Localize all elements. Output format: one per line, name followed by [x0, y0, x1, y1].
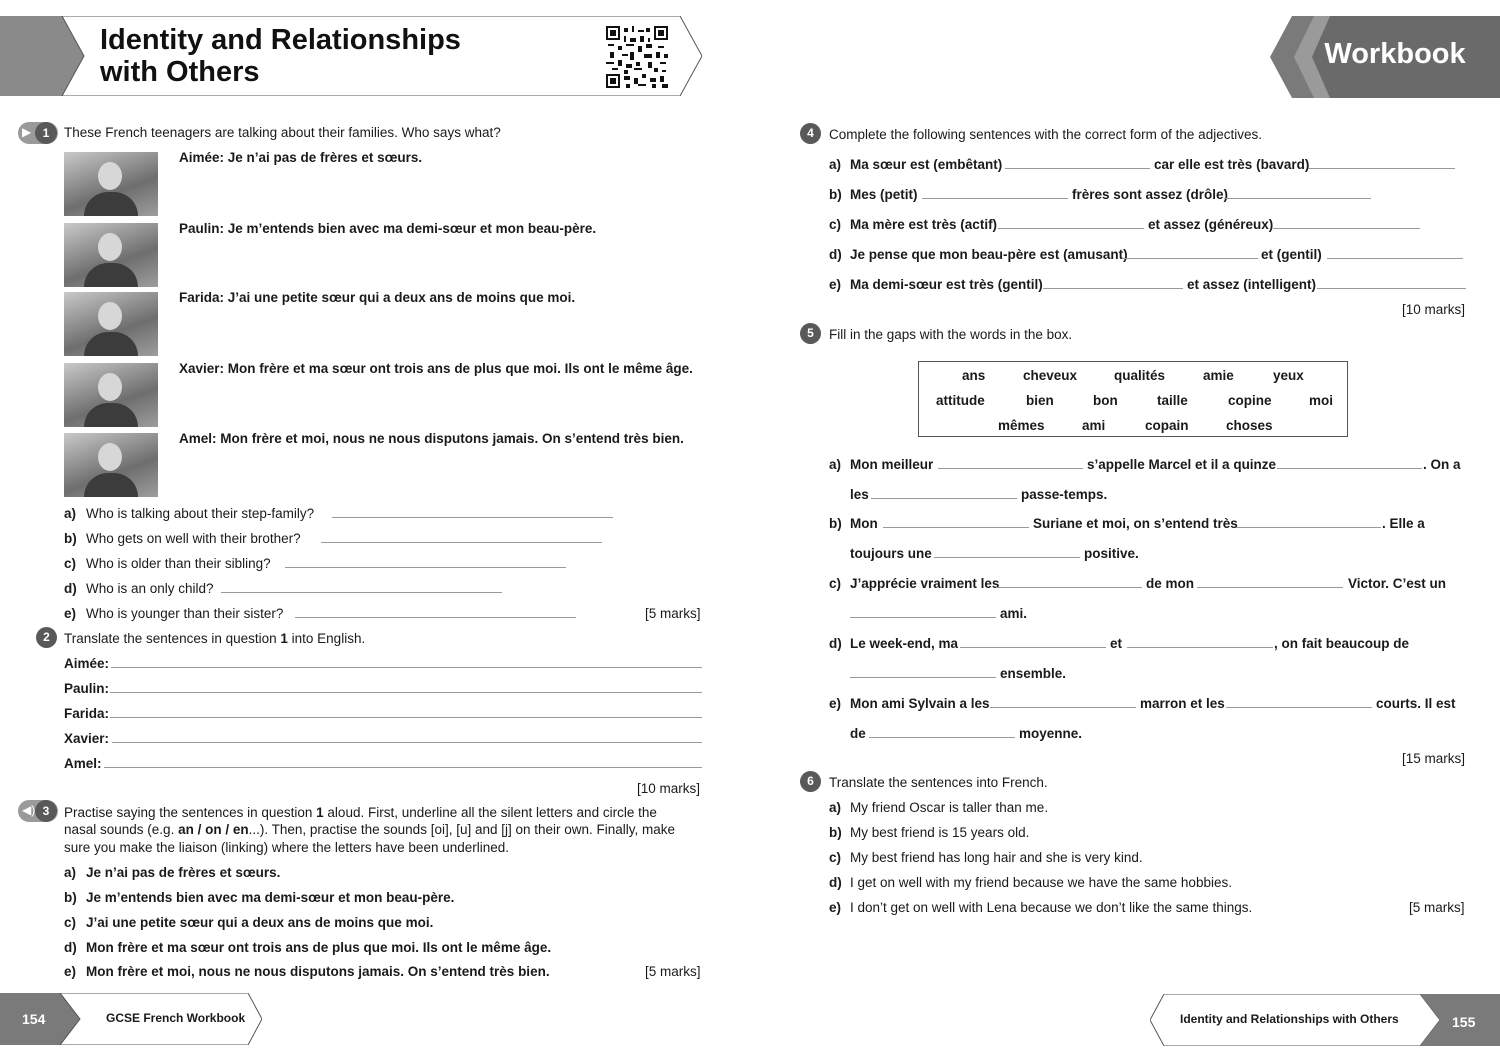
photo-paulin: [64, 223, 158, 287]
q3-instruction-line3: sure you make the liaison (linking) where the letters have been underlined.: [64, 840, 510, 855]
q5-text: Mon meilleur: [850, 457, 934, 472]
photo-aimee: [64, 152, 158, 216]
answer-line[interactable]: [1005, 168, 1150, 169]
answer-line[interactable]: [1122, 258, 1258, 259]
q1-question: Who is younger than their sister?: [86, 606, 284, 621]
q6-letter: e): [829, 900, 842, 915]
q5-text: et: [1110, 636, 1123, 651]
q5-text: ami.: [1000, 606, 1028, 621]
box-word: mêmes: [998, 418, 1045, 433]
answer-line[interactable]: [110, 692, 702, 693]
gap-line[interactable]: [883, 527, 1029, 528]
box-word: amie: [1203, 368, 1234, 383]
box-word: choses: [1226, 418, 1273, 433]
q4-text: Mes (petit): [850, 187, 918, 202]
box-word: copain: [1145, 418, 1189, 433]
q3-letter: b): [64, 890, 77, 905]
q1-letter: d): [64, 581, 77, 596]
q3-letter: e): [64, 964, 77, 979]
speaker-icon: ◀): [22, 803, 36, 817]
q4-marks: [10 marks]: [1402, 302, 1466, 317]
q1-letter: e): [64, 606, 77, 621]
q3-sentence: Mon frère et ma sœur ont trois ans de plus que moi. Ils ont le même âge.: [86, 940, 552, 955]
answer-line[interactable]: [998, 228, 1144, 229]
gap-line[interactable]: [1197, 587, 1343, 588]
answer-line[interactable]: [112, 742, 702, 743]
box-word: attitude: [936, 393, 985, 408]
q5-letter: a): [829, 457, 842, 472]
q2-name: Amel:: [64, 756, 102, 771]
play-icon: ▶: [22, 125, 32, 139]
q5-text: marron et les: [1140, 696, 1225, 711]
q5-text: s’appelle Marcel et il a quinze: [1087, 457, 1277, 472]
box-word: bien: [1026, 393, 1054, 408]
gap-line[interactable]: [1226, 707, 1372, 708]
q3-sentence: Je n’ai pas de frères et sœurs.: [86, 865, 281, 880]
q6-sentence: I get on well with my friend because we have the same hobbies.: [850, 875, 1232, 890]
play-audio-button[interactable]: [18, 122, 58, 144]
q6-letter: c): [829, 850, 842, 865]
gap-line[interactable]: [871, 498, 1017, 499]
gap-line[interactable]: [938, 468, 1083, 469]
speaker-xavier: Xavier: Mon frère et ma sœur ont trois ans de plus que moi. Ils ont le même âge.: [179, 361, 693, 376]
speaker-paulin: Paulin: Je m’entends bien avec ma demi-sœur et mon beau-père.: [179, 221, 597, 236]
answer-line[interactable]: [1327, 258, 1463, 259]
q3-letter: d): [64, 940, 77, 955]
box-word: cheveux: [1023, 368, 1078, 383]
q4-letter: a): [829, 157, 842, 172]
question-number: 3: [35, 800, 57, 822]
q1-question: Who is talking about their step-family?: [86, 506, 315, 521]
q5-text: Mon: [850, 516, 878, 531]
gap-line[interactable]: [1277, 468, 1422, 469]
q4-text: car elle est très (bavard): [1154, 157, 1310, 172]
q6-letter: b): [829, 825, 842, 840]
answer-line[interactable]: [1043, 288, 1183, 289]
question-number: 5: [800, 323, 821, 344]
box-word: qualités: [1114, 368, 1166, 383]
photo-amel: [64, 433, 158, 497]
q5-text: J’apprécie vraiment les: [850, 576, 1000, 591]
q4-text: Ma mère est très (actif): [850, 217, 998, 232]
gap-line[interactable]: [934, 557, 1080, 558]
box-word: yeux: [1273, 368, 1304, 383]
q5-text: Le week-end, ma: [850, 636, 959, 651]
page-number-left: 154: [22, 1011, 46, 1027]
box-word: taille: [1157, 393, 1188, 408]
q1-question: Who is an only child?: [86, 581, 214, 596]
speaker-aimee: Aimée: Je n’ai pas de frères et sœurs.: [179, 150, 423, 165]
q5-text: , on fait beaucoup de: [1274, 636, 1410, 651]
answer-line[interactable]: [332, 517, 613, 518]
question-number: 1: [35, 122, 57, 144]
q6-letter: a): [829, 800, 842, 815]
q5-text: moyenne.: [1019, 726, 1083, 741]
q6-sentence: My friend Oscar is taller than me.: [850, 800, 1049, 815]
box-word: moi: [1309, 393, 1334, 408]
footer-book-title: GCSE French Workbook: [106, 1011, 246, 1025]
gap-line[interactable]: [850, 617, 996, 618]
q5-text: positive.: [1084, 546, 1139, 561]
answer-line[interactable]: [321, 542, 602, 543]
answer-line[interactable]: [922, 198, 1068, 199]
photo-farida: [64, 292, 158, 356]
q4-text: frères sont assez (drôle): [1072, 187, 1229, 202]
q6-sentence: My best friend is 15 years old.: [850, 825, 1030, 840]
box-word: ans: [962, 368, 986, 383]
q5-text: Suriane et moi, on s’entend très: [1033, 516, 1238, 531]
answer-line[interactable]: [221, 592, 502, 593]
q5-text: passe-temps.: [1021, 487, 1108, 502]
gap-line[interactable]: [996, 587, 1142, 588]
answer-line[interactable]: [110, 717, 702, 718]
q5-text: . On a: [1423, 457, 1461, 472]
q3-instruction-line2: nasal sounds (e.g. an / on / en...). Then, practise the sounds [oi], [u] and [j] on their own. Finally, make: [64, 822, 676, 837]
q6-letter: d): [829, 875, 842, 890]
photo-xavier: [64, 363, 158, 427]
q5-text: courts. Il est: [1376, 696, 1456, 711]
question-number: 6: [800, 771, 821, 792]
q3-sentence: Mon frère et moi, nous ne nous disputons jamais. On s’entend très bien.: [86, 964, 550, 979]
q4-text: et assez (généreux): [1148, 217, 1274, 232]
box-word: copine: [1228, 393, 1272, 408]
q2-instruction: Translate the sentences in question 1 into English.: [64, 631, 366, 646]
q5-letter: d): [829, 636, 842, 651]
answer-line[interactable]: [1273, 228, 1420, 229]
q3-sentence: J’ai une petite sœur qui a deux ans de moins que moi.: [86, 915, 434, 930]
q5-text: toujours une: [850, 546, 932, 561]
q3-instruction-line1: Practise saying the sentences in question 1 aloud. First, underline all the silent letters and circle the: [64, 805, 657, 820]
q4-letter: d): [829, 247, 842, 262]
q3-marks: [5 marks]: [645, 964, 701, 979]
gap-line[interactable]: [850, 677, 996, 678]
q4-text: Je pense que mon beau-père est (amusant): [850, 247, 1128, 262]
answer-line[interactable]: [285, 567, 566, 568]
gap-line[interactable]: [990, 707, 1136, 708]
q5-letter: c): [829, 576, 842, 591]
q3-letter: c): [64, 915, 77, 930]
qr-code-icon[interactable]: [606, 26, 668, 88]
q4-instruction: Complete the following sentences with the correct form of the adjectives.: [829, 127, 1262, 142]
q5-text: de: [850, 726, 866, 741]
q5-letter: e): [829, 696, 842, 711]
q1-question: Who gets on well with their brother?: [86, 531, 301, 546]
q5-letter: b): [829, 516, 842, 531]
q5-text: Mon ami Sylvain a les: [850, 696, 990, 711]
q4-letter: e): [829, 277, 842, 292]
q5-text: Victor. C’est un: [1348, 576, 1447, 591]
speaker-farida: Farida: J’ai une petite sœur qui a deux ans de moins que moi.: [179, 290, 576, 305]
q5-text: . Elle a: [1382, 516, 1425, 531]
q2-name: Aimée:: [64, 656, 110, 671]
answer-line[interactable]: [1308, 168, 1455, 169]
q5-marks: [15 marks]: [1402, 751, 1466, 766]
gap-line[interactable]: [960, 647, 1106, 648]
gap-line[interactable]: [1236, 527, 1381, 528]
q5-instruction: Fill in the gaps with the words in the box.: [829, 327, 1073, 342]
q2-name: Paulin:: [64, 681, 110, 696]
q6-marks: [5 marks]: [1409, 900, 1465, 915]
answer-line[interactable]: [295, 617, 576, 618]
question-number: 2: [36, 627, 57, 648]
q3-letter: a): [64, 865, 77, 880]
q2-name: Farida:: [64, 706, 110, 721]
q5-text: les: [850, 487, 869, 502]
q1-marks: [5 marks]: [645, 606, 701, 621]
q1-letter: b): [64, 531, 77, 546]
gap-line[interactable]: [869, 737, 1015, 738]
q1-question: Who is older than their sibling?: [86, 556, 271, 571]
q1-letter: a): [64, 506, 77, 521]
q6-sentence: My best friend has long hair and she is very kind.: [850, 850, 1143, 865]
page-number-right: 155: [1452, 1014, 1476, 1030]
answer-line[interactable]: [1317, 288, 1466, 289]
q3-sentence: Je m’entends bien avec ma demi-sœur et mon beau-père.: [86, 890, 455, 905]
footer-chapter-title: Identity and Relationships with Others: [1180, 1012, 1399, 1026]
q4-letter: b): [829, 187, 842, 202]
answer-line[interactable]: [1224, 198, 1371, 199]
box-word: ami: [1082, 418, 1106, 433]
q4-text: Ma sœur est (embêtant): [850, 157, 1003, 172]
answer-line[interactable]: [111, 667, 702, 668]
q4-text: et assez (intelligent): [1187, 277, 1317, 292]
q6-sentence: I don’t get on well with Lena because we don’t like the same things.: [850, 900, 1253, 915]
q5-text: ensemble.: [1000, 666, 1067, 681]
workbook-label: Workbook: [1324, 38, 1466, 70]
q1-letter: c): [64, 556, 77, 571]
box-word: bon: [1093, 393, 1118, 408]
q4-letter: c): [829, 217, 842, 232]
q4-text: et (gentil): [1261, 247, 1322, 262]
answer-line[interactable]: [104, 767, 702, 768]
page-title: Identity and Relationships with Others: [100, 24, 461, 88]
q1-instruction: These French teenagers are talking about their families. Who says what?: [64, 125, 501, 140]
q2-marks: [10 marks]: [637, 781, 701, 796]
question-number: 4: [800, 123, 821, 144]
q6-instruction: Translate the sentences into French.: [829, 775, 1048, 790]
gap-line[interactable]: [1127, 647, 1273, 648]
q5-text: de mon: [1146, 576, 1195, 591]
speaker-amel: Amel: Mon frère et moi, nous ne nous disputons jamais. On s’entend très bien.: [179, 431, 684, 446]
q4-text: Ma demi-sœur est très (gentil): [850, 277, 1043, 292]
q2-name: Xavier:: [64, 731, 110, 746]
speaker-audio-button[interactable]: [18, 800, 58, 822]
